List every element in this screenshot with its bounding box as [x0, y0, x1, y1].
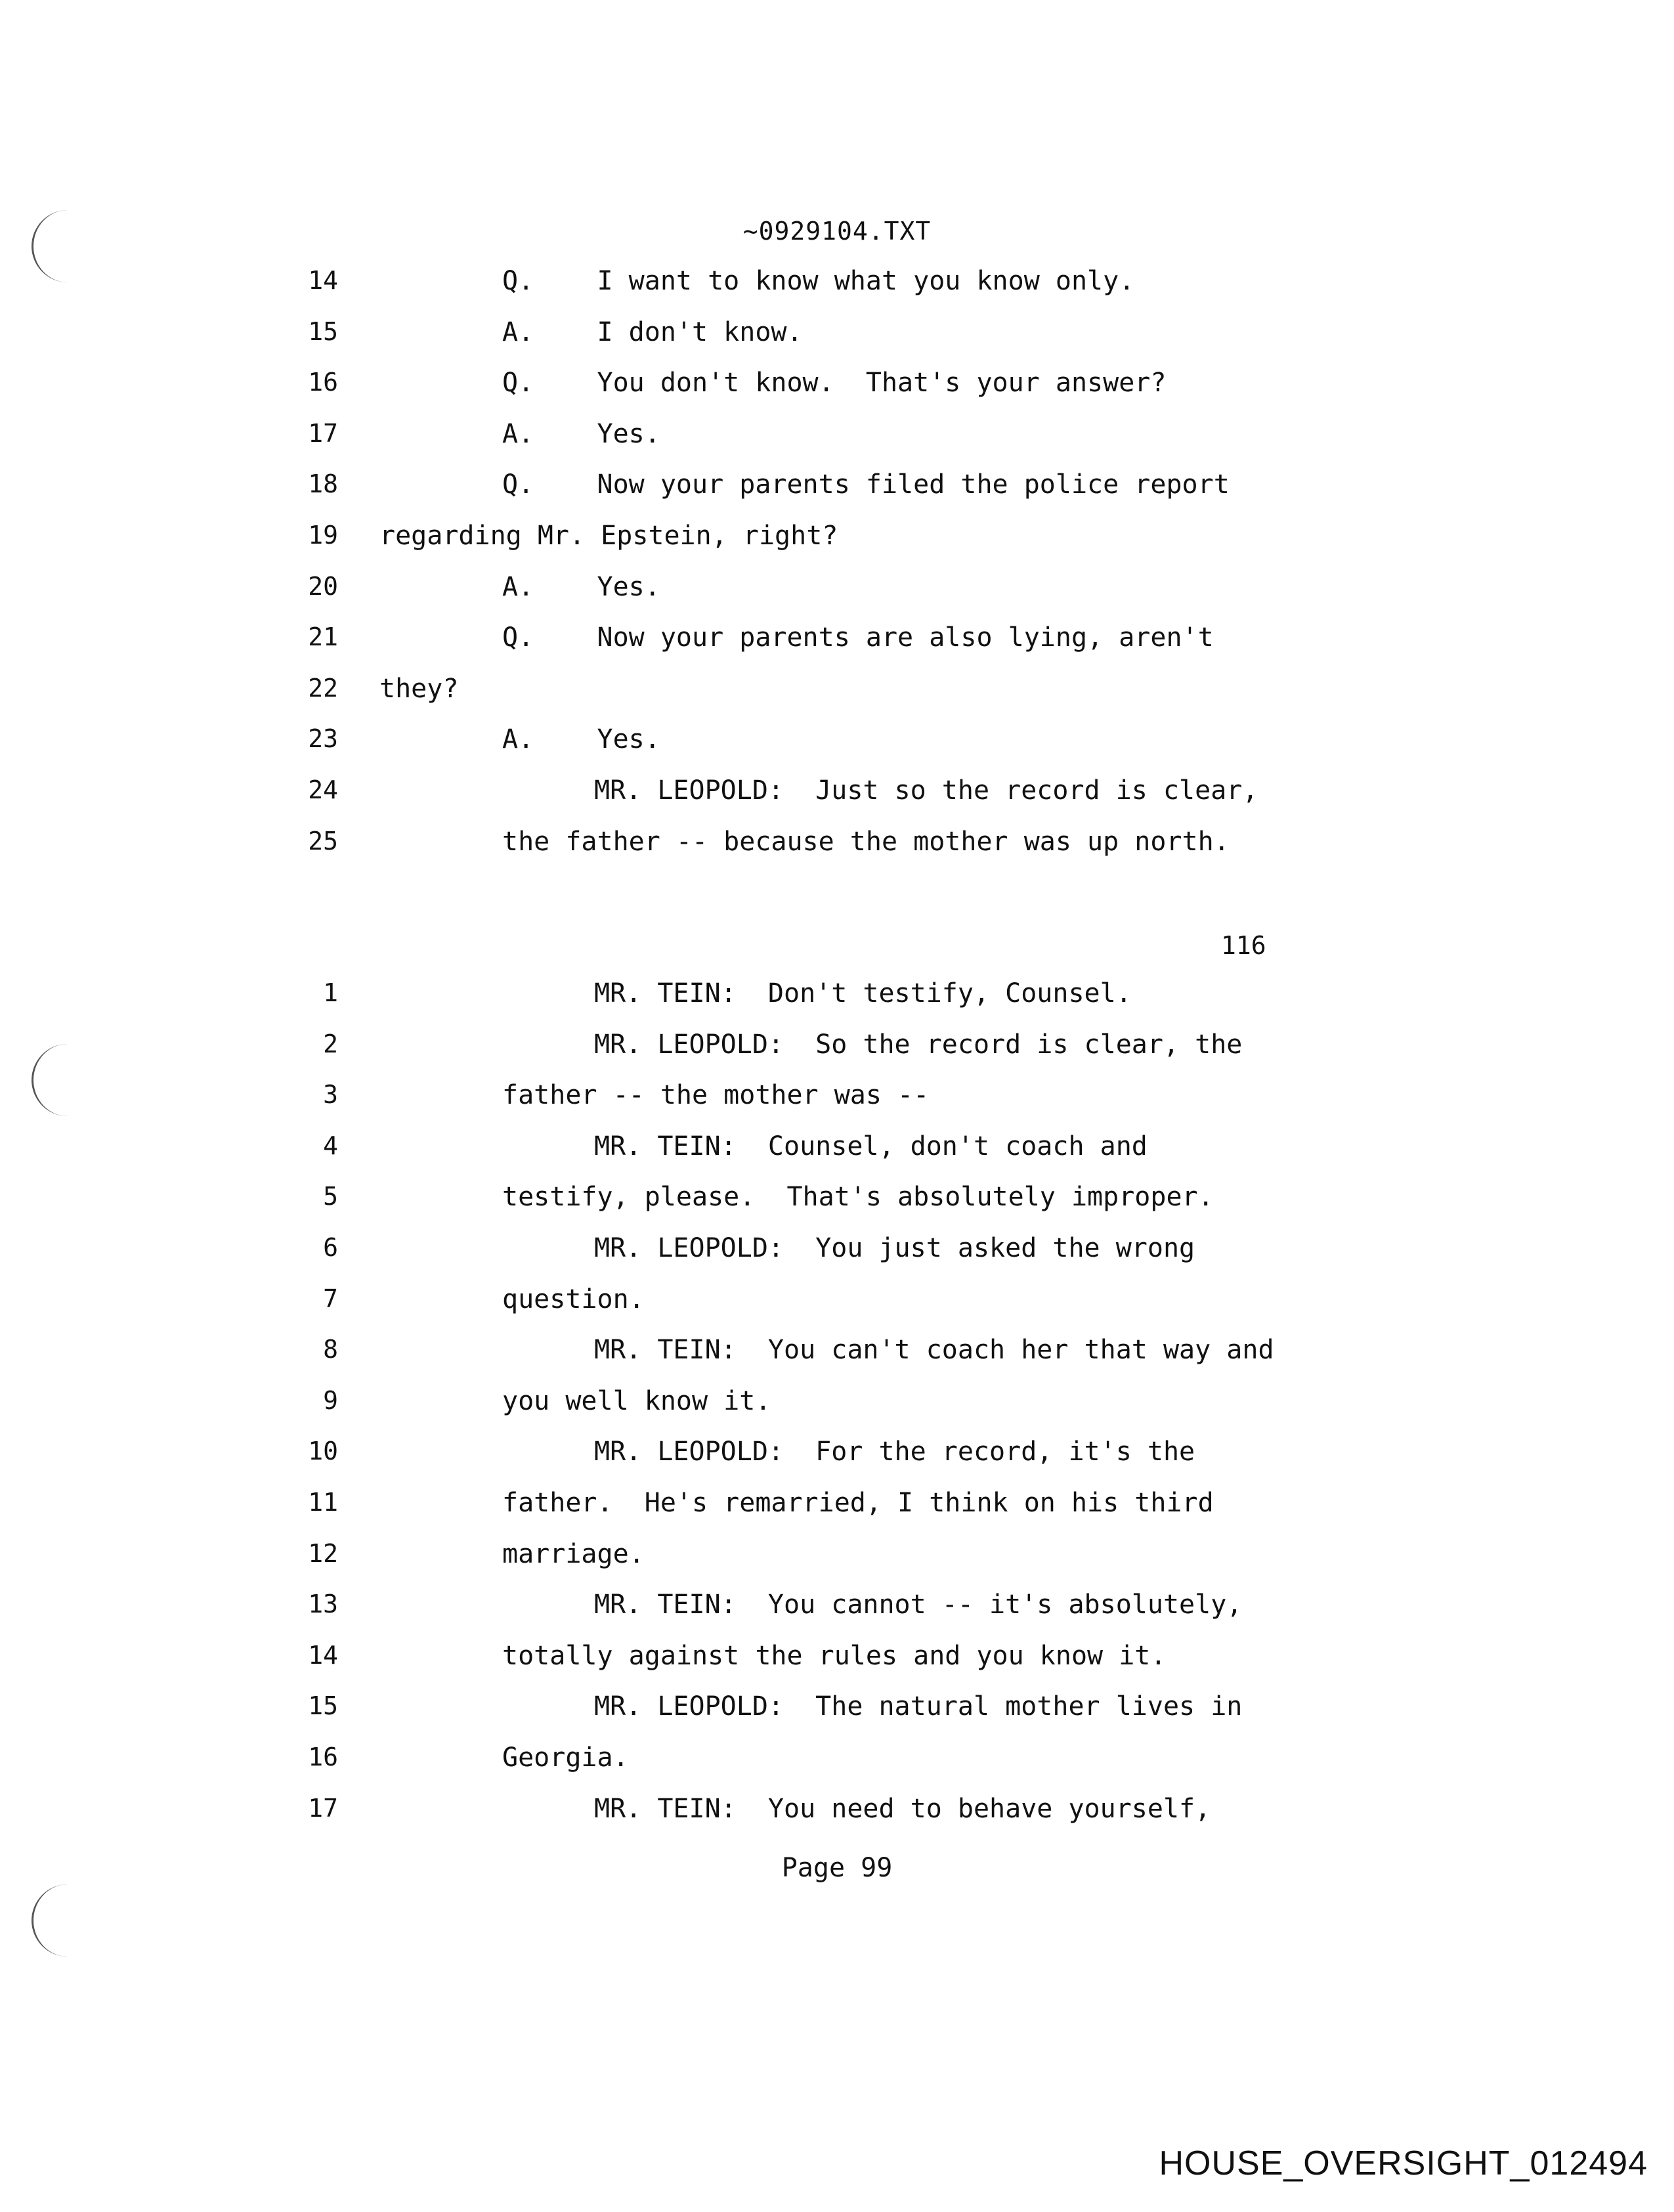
line-text: totally against the rules and you know it.: [502, 1640, 1167, 1671]
line-number: 20: [308, 571, 338, 601]
page-footer: Page 99: [781, 1853, 893, 1883]
transcript-line: [0, 368, 1674, 414]
line-text: testify, please. That's absolutely improper.: [502, 1182, 1214, 1213]
line-number: 10: [308, 1437, 338, 1466]
transcript-line: [0, 1539, 1674, 1585]
line-text: you well know it.: [502, 1385, 771, 1416]
transcript-line: [0, 775, 1674, 821]
line-text: MR. TEIN: Counsel, don't coach and: [594, 1131, 1148, 1161]
transcript-line: [0, 1641, 1674, 1687]
transcript-line: [0, 419, 1674, 465]
line-text: MR. LEOPOLD: You just asked the wrong: [594, 1233, 1195, 1263]
transcript-line: [0, 1794, 1674, 1840]
line-number: 3: [323, 1080, 338, 1110]
line-number: 15: [308, 316, 338, 346]
line-number: 5: [323, 1182, 338, 1211]
line-number: 23: [308, 724, 338, 754]
line-text: MR. LEOPOLD: So the record is clear, the: [594, 1029, 1243, 1060]
line-text: A. Yes.: [502, 724, 660, 755]
line-number: 17: [308, 1793, 338, 1823]
line-text: A. I don't know.: [502, 316, 803, 347]
line-number: 11: [308, 1488, 338, 1517]
line-number: 4: [323, 1131, 338, 1160]
line-text: the father -- because the mother was up north.: [502, 826, 1230, 857]
transcript-line: [0, 622, 1674, 668]
transcript-line: [0, 1488, 1674, 1534]
transcript-line: [0, 1284, 1674, 1330]
transcript-line: [0, 1131, 1674, 1177]
line-text: Q. You don't know. That's your answer?: [502, 368, 1167, 399]
line-number: 19: [308, 521, 338, 550]
line-text: MR. TEIN: You cannot -- it's absolutely,: [594, 1590, 1243, 1620]
line-text: father. He's remarried, I think on his third: [502, 1488, 1214, 1518]
line-text: A. Yes.: [502, 571, 660, 602]
line-text: regarding Mr. Epstein, right?: [379, 521, 838, 551]
transcript-line: [0, 1437, 1674, 1483]
transcript-line: [0, 1386, 1674, 1432]
transcript-line: [0, 1030, 1674, 1075]
transcript-line: [0, 1233, 1674, 1279]
transcript-line: [0, 469, 1674, 515]
line-text: MR. TEIN: You need to behave yourself,: [594, 1793, 1211, 1824]
file-header: ~0929104.TXT: [742, 217, 932, 246]
line-text: MR. LEOPOLD: Just so the record is clear,: [594, 775, 1258, 806]
transcript-line: [0, 1080, 1674, 1126]
transcript-line: [0, 827, 1674, 873]
line-number: 21: [308, 622, 338, 652]
line-text: MR. TEIN: You can't coach her that way and: [594, 1335, 1274, 1366]
line-number: 1: [323, 978, 338, 1007]
line-number: 6: [323, 1233, 338, 1262]
line-text: Q. Now your parents filed the police report: [502, 469, 1230, 500]
transcript-line: [0, 1590, 1674, 1636]
bates-number: HOUSE_OVERSIGHT_012494: [1159, 2144, 1648, 2182]
line-number: 16: [308, 368, 338, 397]
line-number: 2: [323, 1029, 338, 1058]
line-number: 24: [308, 775, 338, 804]
line-number: 13: [308, 1590, 338, 1619]
line-number: 15: [308, 1691, 338, 1721]
line-text: MR. TEIN: Don't testify, Counsel.: [594, 978, 1132, 1008]
line-text: Q. Now your parents are also lying, aren't: [502, 622, 1214, 653]
line-text: they?: [379, 673, 459, 704]
transcript-line: [0, 317, 1674, 363]
line-text: MR. LEOPOLD: For the record, it's the: [594, 1437, 1195, 1467]
line-number: 16: [308, 1743, 338, 1771]
transcript-line: [0, 1335, 1674, 1381]
transcript-line: [0, 724, 1674, 770]
line-text: father -- the mother was --: [502, 1080, 930, 1111]
line-text: Q. I want to know what you know only.: [502, 266, 1135, 296]
punch-hole-bottom: [32, 1884, 86, 1957]
line-text: Georgia.: [502, 1743, 629, 1773]
transcript-line: [0, 674, 1674, 720]
line-number: 25: [308, 826, 338, 856]
line-text: question.: [502, 1284, 645, 1314]
line-text: MR. LEOPOLD: The natural mother lives in: [594, 1691, 1243, 1722]
transcript-line: [0, 521, 1674, 567]
line-number: 18: [308, 469, 338, 499]
transcript-page-number: 116: [1221, 931, 1266, 960]
transcript-line: [0, 1182, 1674, 1228]
transcript-line: [0, 978, 1674, 1024]
line-number: 9: [323, 1385, 338, 1415]
transcript-line: [0, 1691, 1674, 1737]
line-number: 22: [308, 673, 338, 703]
line-text: A. Yes.: [502, 418, 660, 449]
line-number: 14: [308, 266, 338, 295]
line-number: 12: [308, 1538, 338, 1568]
transcript-line: [0, 1743, 1674, 1789]
transcript-line: [0, 572, 1674, 618]
line-number: 7: [323, 1284, 338, 1313]
line-number: 8: [323, 1335, 338, 1364]
line-number: 17: [308, 418, 338, 448]
line-text: marriage.: [502, 1538, 645, 1569]
line-number: 14: [308, 1640, 338, 1670]
transcript-line: [0, 266, 1674, 312]
